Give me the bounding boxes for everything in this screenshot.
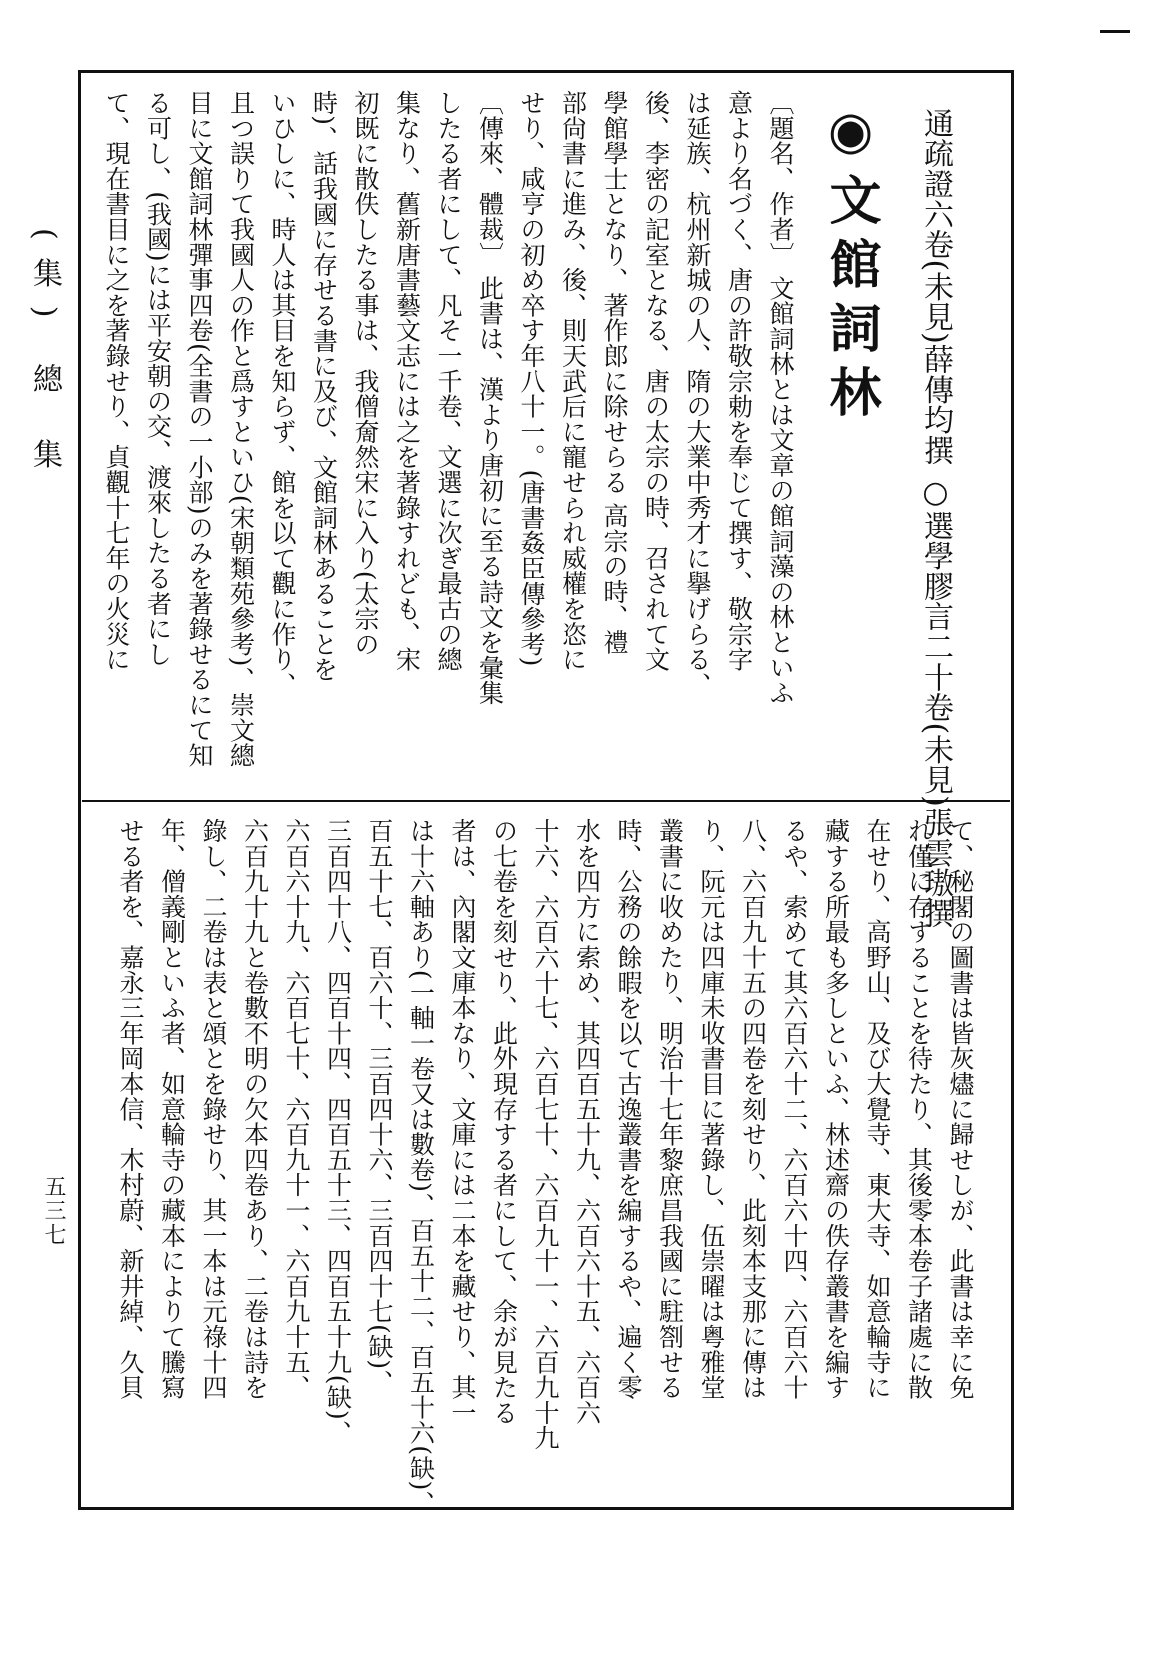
text-column: いひしに、時人は其目を知らず、館を以て觀に作り、 (268, 90, 297, 698)
text-column: せる者を、嘉永三年岡本信、木村蔚、新井綽、久貝 (116, 818, 145, 1400)
text-column: 時)、話我國に存せる書に及び、文館詞林あることを (309, 90, 339, 682)
text-column: 藏する所最も多しといふ、林述齋の佚存叢書を編す (821, 818, 851, 1400)
source-line: 通疏證六卷(未見)薛傳均撰 ○選學膠言二十卷(未見)張雲璈撰 (918, 108, 953, 929)
text-column: 水を四方に索め、其四百五十九、六百六十五、六百六 (572, 818, 602, 1426)
text-column: したる者にして、凡そ一千卷、文選に次ぎ最古の總 (434, 90, 463, 672)
text-column: 三百四十八、四百十四、四百五十三、四百五十九(缺)、 (323, 818, 353, 1446)
text-column: 初既に散佚したる事は、我僧奝然宋に入り(太宗の (351, 90, 380, 657)
text-column: 者は、內閣文庫本なり、文庫には二本を藏せり、其一 (448, 818, 477, 1426)
text-column: 錄し、二卷は表と頌とを錄せり、其一本は元祿十四 (199, 818, 228, 1400)
text-column: は延族、杭州新城の人、隋の大業中秀才に擧げらる、 (683, 90, 712, 698)
text-column: 〔題名、作者〕 文館詞林とは文章の館詞藻の林といふ (766, 90, 795, 706)
text-column: 六百九十九と卷數不明の欠本四卷あり、二卷は詩を (240, 818, 270, 1400)
text-column: れ僅に存することを待たり、其後零本卷子諸處に散 (904, 818, 934, 1400)
text-column: 百五十七、百六十、三百四十六、三百四十七(缺)、 (365, 818, 394, 1395)
text-column: せり、咸亨の初め卒す年八十一。(唐書姦臣傳參考) (517, 90, 546, 667)
text-column: るや、索めて其六百六十二、六百六十四、六百六十 (780, 818, 809, 1400)
text-column: 目に文館詞林彈事四卷(全書の一小部)のみを著錄せるにて知 (185, 90, 214, 768)
section-divider (82, 800, 1010, 802)
text-column: 學館學士となり、著作郎に除せらる 高宗の時、禮 (600, 90, 629, 655)
text-column: 在せり、高野山、及び大覺寺、東大寺、如意輪寺に (863, 818, 892, 1400)
text-column: 八、六百九十五の四卷を刻せり、此刻本支那に傳は (738, 818, 768, 1400)
text-column: る可し、(我國)には平安朝の交、渡來したる者にし (143, 90, 173, 667)
text-column: て、現在書目に之を著錄せり、貞觀十七年の火災に (102, 90, 131, 672)
text-column: の七卷を刻せり、此外現存する者にして、余が見たる (489, 818, 519, 1426)
page-number: 五三七 (41, 1175, 66, 1247)
text-column: り、阮元は四庫未收書目に著錄し、伍崇曜は粤雅堂 (697, 818, 726, 1400)
text-column: 十六、六百六十七、六百七十、六百九十一、六百九十九 (531, 818, 560, 1451)
section-label: (集) 總 集 (27, 228, 62, 487)
text-column: 部尙書に進み、後、則天武后に寵せられ威權を恣に (558, 90, 588, 672)
text-column: 且つ誤りて我國人の作と爲すといひ(宋朝類苑參考)、崇文總 (226, 90, 256, 768)
text-column: て、秘閣の圖書は皆灰燼に歸せしが、此書は幸に免 (946, 818, 975, 1400)
text-column: 年、僧義剛といふ者、如意輪寺の藏本によりて騰寫 (157, 818, 187, 1400)
text-column: 時、公務の餘暇を以て古逸叢書を編するや、遍く零 (614, 818, 643, 1400)
text-column: 後、李密の記室となる、唐の太宗の時、召されて文 (641, 90, 671, 672)
text-column: 意より名づく、唐の許敬宗勅を奉じて撰す、敬宗字 (724, 90, 754, 672)
corner-mark (1100, 30, 1130, 33)
text-column: は十六軸あり(一軸一卷又は數卷)、百五十二、百五十六(缺)、 (406, 818, 436, 1517)
text-column: 六百六十九、六百七十、六百九十一、六百九十五、 (282, 818, 311, 1400)
text-column: 集なり、舊新唐書藝文志には之を著錄すれども、宋 (392, 90, 422, 672)
text-column: 叢書に收めたり、明治十七年黎庶昌我國に駐劄せる (655, 818, 685, 1400)
page-title: ◉文館詞林 (820, 100, 881, 429)
text-column: 〔傳來、體裁〕 此書は、漢より唐初に至る詩文を彙集 (475, 90, 505, 706)
